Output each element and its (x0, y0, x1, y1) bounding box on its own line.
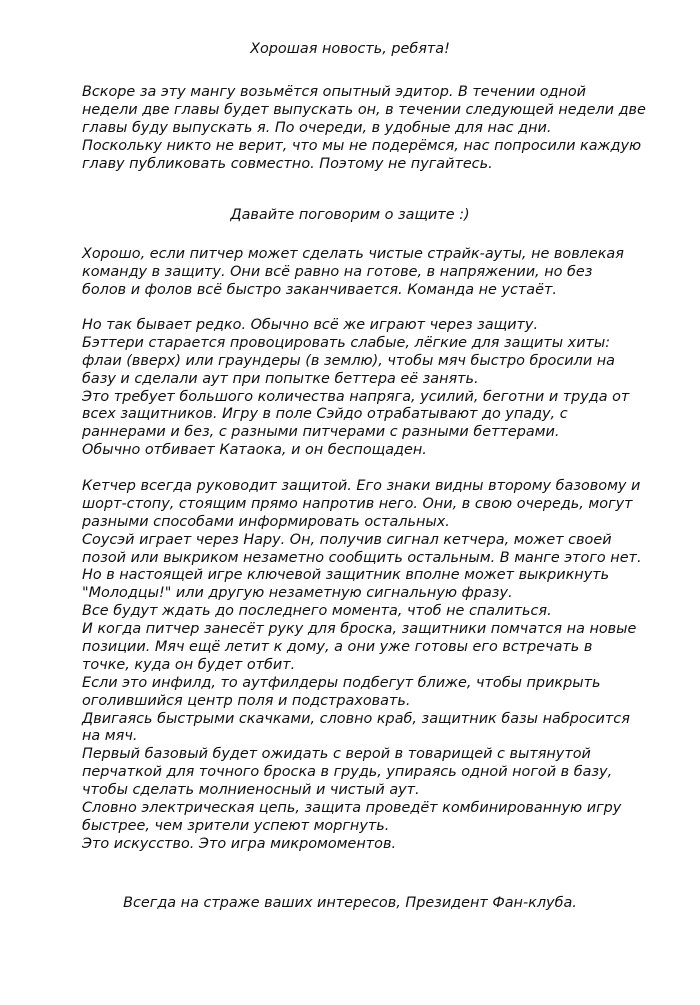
paragraph-catcher (82, 478, 682, 854)
text-line: Это искусство. Это игра микромоментов. (82, 835, 397, 852)
text-line: чтобы сделать молниеносный и чистый аут. (82, 782, 420, 799)
paragraph-strikeouts (82, 246, 682, 300)
text-line: перчаткой для точного броска в грудь, упираясь одной ногой в базу, (82, 764, 613, 781)
text-line: болов и фолов всё быстро заканчивается. Команда не устаёт. (82, 281, 557, 298)
text-line: команду в защиту. Они всё равно на готове, в напряжении, но без (82, 263, 593, 280)
text-line: Поскольку никто не верит, что мы не подерёмся, нас попросили каждую (82, 137, 642, 154)
text-line: быстрее, чем зрители успеют моргнуть. (82, 817, 390, 834)
text-line: Бэттери старается провоцировать слабые, лёгкие для защиты хиты: (82, 334, 611, 351)
text-line: Вскоре за эту мангу возьмётся опытный эдитор. В течении одной (82, 84, 587, 100)
text-line: Соусэй играет через Нару. Он, получив сигнал кетчера, может своей (82, 531, 612, 548)
text-line: Но в настоящей игре ключевой защитник вполне может выкрикнуть (82, 567, 610, 584)
text-line: позиции. Мяч ещё летит к дому, а они уже готовы его встречать в (82, 639, 593, 656)
text-line: Обычно отбивает Катаока, и он беспощаден. (82, 442, 427, 459)
text-line: позой или выкриком незаметно сообщить остальным. В манге этого нет. (82, 549, 642, 566)
text-line: Если это инфилд, то аутфилдеры подбегут ближе, чтобы прикрыть (82, 674, 601, 691)
text-line: всех защитников. Игру в поле Сэйдо отрабатывают до упаду, с (82, 406, 568, 423)
text-line: Кетчер всегда руководит защитой. Его знаки видны второму базовому и (82, 478, 641, 494)
signature: Всегда на страже ваших интересов, Президент Фан-клуба. (123, 895, 577, 911)
intro-paragraph (82, 84, 682, 173)
text-line: Но так бывает редко. Обычно всё же играют через защиту. (82, 317, 539, 333)
text-line: точке, куда он будет отбит. (82, 656, 296, 673)
text-line: Все будут ждать до последнего момента, чтоб не спалиться. (82, 603, 552, 620)
paragraph-defense-play (82, 317, 682, 460)
topic-heading: Давайте поговорим о защите :) (230, 207, 470, 223)
text-line: И когда питчер занесёт руку для броска, защитники помчатся на новые (82, 621, 637, 638)
text-line: на мяч. (82, 728, 138, 745)
text-line: главы буду выпускать я. По очереди, в удобные для нас дни. (82, 119, 552, 136)
text-line: флаи (вверх) или граундеры (в землю), чтобы мяч быстро бросили на (82, 352, 615, 369)
text-line: оголившийся центр поля и подстраховать. (82, 692, 411, 709)
text-line: "Молодцы!" или другую незаметную сигнальную фразу. (82, 585, 513, 602)
text-line: Это требует большого количества напряга, усилий, беготни и труда от (82, 388, 630, 405)
text-line: недели две главы будет выпускать он, в течении следующей недели две (82, 101, 646, 118)
text-line: Хорошо, если питчер может сделать чистые страйк-ауты, не вовлекая (82, 246, 624, 262)
text-line: раннерами и без, с разными питчерами с разными беттерами. (82, 424, 560, 441)
greeting-heading: Хорошая новость, ребята! (250, 41, 450, 57)
text-line: разными способами информировать остальных. (82, 513, 450, 530)
text-line: Первый базовый будет ожидать с верой в товарищей с вытянутой (82, 746, 591, 763)
text-line: главу публиковать совместно. Поэтому не пугайтесь. (82, 155, 493, 172)
text-line: шорт-стопу, стоящим прямо напротив него. Они, в свою очередь, могут (82, 495, 633, 512)
text-line: базу и сделали аут при попытке беттера её занять. (82, 370, 479, 387)
text-line: Двигаясь быстрыми скачками, словно краб, защитник базы набросится (82, 710, 630, 727)
text-line: Словно электрическая цепь, защита проведёт комбинированную игру (82, 800, 622, 817)
